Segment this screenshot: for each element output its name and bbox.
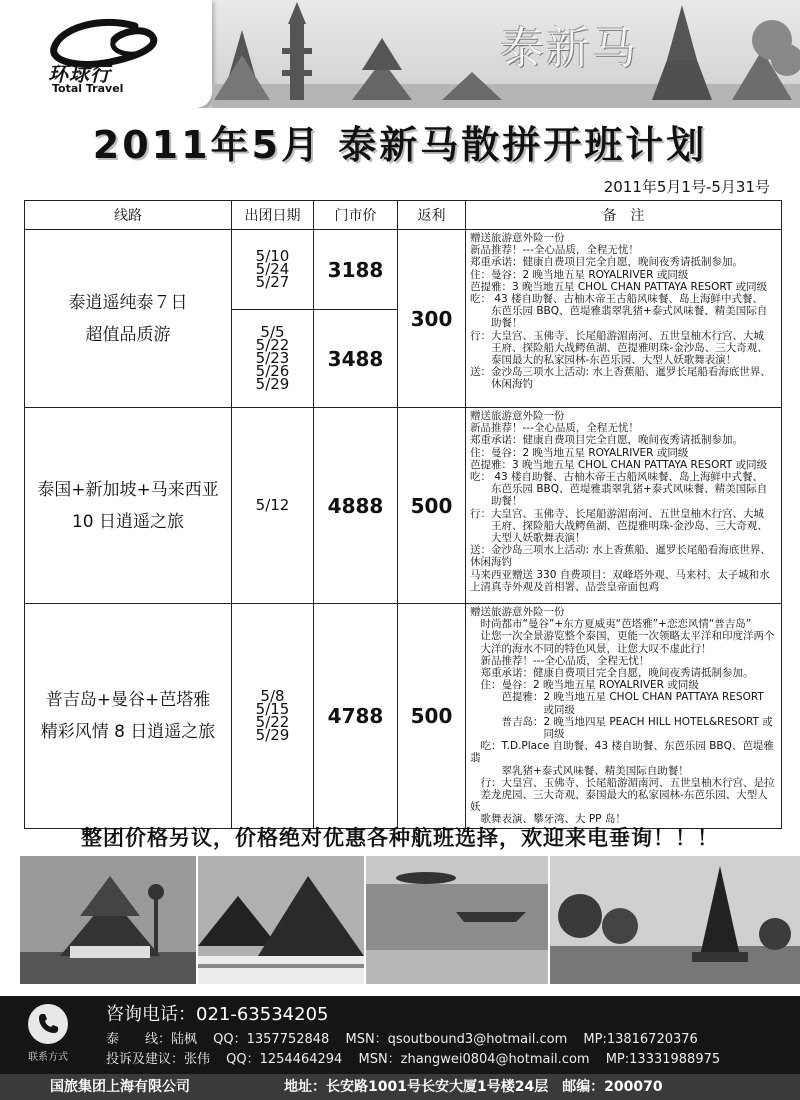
- date-item: 5/22: [255, 712, 290, 731]
- note-line: 翠乳猪+泰式风味餐、精美国际自助餐！: [470, 764, 689, 777]
- note-line: 上清真寺外观及首相署、品尝皇帝面包鸡: [470, 580, 659, 593]
- date-cell: [232, 310, 314, 408]
- logo-english-name: Total Travel: [52, 82, 124, 95]
- table-header-row: [25, 201, 782, 230]
- note-line: 赠送旅游意外险一份: [470, 606, 565, 618]
- note-line: 郑重承诺：健康自费项目完全自愿，晚间夜秀请抵制参加。: [470, 434, 743, 447]
- date-item: 5/27: [255, 273, 290, 291]
- route-cell: [25, 604, 232, 829]
- header-date: 出团日期: [232, 201, 314, 230]
- note-line: 新品推荐！---全心品质，全程无忧！: [470, 244, 639, 257]
- contact-mobile: MP:13331988975: [605, 1052, 721, 1067]
- note-line: 行：大皇宫、玉佛寺、长尾船游湄南河、五世皇柚木行宫、是拉: [470, 776, 775, 789]
- temple-photo: [20, 856, 196, 984]
- table-row: [25, 604, 782, 829]
- contact-role: 泰 线：陆枫: [106, 1032, 198, 1047]
- route-line: 泰逍遥纯泰７日: [68, 292, 188, 313]
- note-line: 王府、探险船大战鳄鱼湖、芭提雅明珠-金沙岛、三大奇观、: [470, 519, 768, 532]
- date-item: 5/24: [255, 260, 290, 278]
- notes-cell: [466, 230, 782, 408]
- note-line: 新品推荐！---全心品质，全程无忧！: [470, 422, 639, 435]
- company-name: 国旅集团上海有限公司: [50, 1079, 190, 1095]
- note-line: 行：大皇宫、玉佛寺、长尾船游湄南河、五世皇柚木行宫、大城: [470, 329, 764, 342]
- route-line: 泰国+新加坡+马来西亚: [37, 479, 219, 500]
- route-line: 10 日逍遥之旅: [71, 511, 185, 532]
- contact-label: 联系方式: [28, 1052, 68, 1063]
- note-line: 时尚都市“曼谷”+东方夏威夷“芭塔雅”+恋恋风情“普吉岛”: [470, 618, 752, 631]
- notes-cell: [466, 408, 782, 604]
- date-item: 5/29: [255, 375, 290, 393]
- note-line: 王府、探险船大战鳄鱼湖、芭提雅明珠-金沙岛、三大奇观、: [470, 341, 768, 354]
- note-line: 行：大皇宫、玉佛寺、长尾船游湄南河、五世皇柚木行宫、大城: [470, 507, 764, 520]
- table-row: [25, 408, 782, 604]
- route-line: 超值品质游: [85, 324, 171, 345]
- note-line: 普吉岛：2 晚当地四星 PEACH HILL HOTEL&RESORT 或: [470, 715, 773, 728]
- company-address: 地址：长安路1001号长安大厦1号楼24层 邮编：200070: [284, 1079, 663, 1095]
- banner-title: 泰新马: [500, 23, 638, 74]
- note-line: 芭提雅：2 晚当地五星 CHOL CHAN PATTAYA RESORT: [470, 691, 764, 704]
- date-item: 5/5: [260, 323, 285, 341]
- route-line: 精彩风情 8 日逍遥之旅: [40, 721, 216, 742]
- company-bar: [0, 1074, 800, 1100]
- note-line: 休闲海钓: [470, 378, 533, 391]
- note-line: 同级: [470, 728, 565, 741]
- schedule-table: [24, 200, 782, 829]
- note-line: 住：曼谷：2 晚当地五星 ROYALRIVER 或同级: [470, 679, 699, 692]
- note-line: 送：金沙岛三项水上活动: 水上香蕉船、暹罗长尾船看海底世界、: [470, 544, 771, 557]
- lake-temple-photo: [550, 856, 800, 984]
- note-line: 马来西亚赠送 330 自费项目：双峰塔外观、马来村、太子城和水: [470, 568, 770, 581]
- rebate-cell: 500: [398, 408, 466, 604]
- note-line: 大洋的海水不同的特色风景，让您大叹不虚此行！: [470, 642, 712, 655]
- contact-badge: [18, 1004, 78, 1063]
- date-item: 5/22: [255, 336, 290, 354]
- header-route: 线路: [25, 201, 232, 230]
- date-range: 2011年5月1号-5月31号: [603, 178, 770, 196]
- note-line: 泰国最大的私家园林-东芭乐园、大型人妖歌舞表演！: [470, 354, 737, 367]
- contact-row-complaints: [106, 1048, 732, 1067]
- note-line: 助餐！: [470, 495, 523, 508]
- logo: [0, 0, 212, 108]
- hotline: 咨询电话：021-63534205: [106, 1004, 329, 1025]
- note-line: 郑重承诺：健康自费项目完全自愿，晚间夜秀请抵制参加。: [470, 667, 754, 680]
- note-line: 或同级: [470, 703, 575, 716]
- note-line: 新品推荐！---全心品质，全程无忧！: [470, 654, 650, 667]
- note-line: 吃：T.D.Place 自助餐、43 楼自助餐、东芭乐园 BBQ、芭堤雅翡: [470, 740, 774, 765]
- rebate-cell: 500: [398, 604, 466, 829]
- price-cell: 3188: [314, 230, 398, 310]
- date-cell: [232, 230, 314, 310]
- contact-mobile: MP:13816720376: [583, 1032, 698, 1047]
- contact-qq: QQ：1254464294: [226, 1052, 343, 1067]
- page-title: 2011年5月 泰新马散拼开班计划: [92, 123, 708, 167]
- date-item: 5/29: [255, 725, 290, 744]
- notes-cell: [466, 604, 782, 829]
- note-line: 郑重承诺：健康自费项目完全自愿，晚间夜秀请抵制参加。: [470, 256, 743, 269]
- note-line: 差龙虎园、三大奇观、泰国最大的私家园林-东芭乐园、大型人妖: [470, 789, 768, 814]
- pavilion-photo: [198, 856, 364, 984]
- note-line: 东芭乐园 BBQ、芭堤雅翡翠乳猪+泰式风味餐、精美国际自: [470, 483, 768, 496]
- route-line: 普吉岛+曼谷+芭塔雅: [45, 689, 211, 710]
- footer: [0, 996, 800, 1100]
- note-line: 让您一次全景游览整个泰国，更能一次领略太平洋和印度洋两个: [470, 630, 775, 643]
- note-line: 赠送旅游意外险一份: [470, 410, 565, 422]
- price-cell: 4788: [314, 604, 398, 829]
- route-cell: [25, 408, 232, 604]
- note-line: 住：曼谷：2 晚当地五星 ROYALRIVER 或同级: [470, 446, 689, 459]
- note-line: 大型人妖歌舞表演！: [470, 532, 586, 545]
- contact-qq: QQ：1357752848: [213, 1032, 330, 1047]
- date-item: 5/26: [255, 362, 290, 380]
- note-line: 送：金沙岛三项水上活动: 水上香蕉船、暹罗长尾船看海底世界、: [470, 366, 771, 379]
- header-notes: 备 注: [466, 201, 782, 230]
- note-line: 东芭乐园 BBQ、芭堤雅翡翠乳猪+泰式风味餐、精美国际自: [470, 305, 768, 318]
- note-line: 助餐！: [470, 317, 523, 330]
- date-item: 5/10: [255, 247, 290, 265]
- note-line: 芭提雅：3 晚当地五星 CHOL CHAN PATTAYA RESORT 或同级: [470, 280, 768, 293]
- date-item: 5/8: [260, 686, 285, 705]
- contact-row-thai: [106, 1028, 710, 1047]
- slogan: 整团价格另议，价格绝对优惠各种航班选择，欢迎来电垂询！！！: [81, 826, 719, 850]
- table-row: [25, 230, 782, 310]
- note-line: 吃： 43 楼自助餐、古柚木帝王古船风味餐、岛上海鲜中式餐、: [470, 471, 764, 484]
- price-cell: 3488: [314, 310, 398, 408]
- contact-msn: MSN：qsoutbound3@hotmail.com: [345, 1032, 568, 1047]
- contact-role: 投诉及建议：张伟: [106, 1052, 211, 1067]
- note-line: 赠送旅游意外险一份: [470, 232, 565, 244]
- note-line: 休闲海钓: [470, 556, 512, 569]
- logo-chinese-name: 环球行: [48, 62, 111, 86]
- rebate-cell: 300: [398, 230, 466, 408]
- photo-strip: [20, 856, 800, 986]
- date-cell: [232, 604, 314, 829]
- date-item: 5/12: [255, 496, 290, 514]
- note-line: 住：曼谷：2 晚当地五星 ROYALRIVER 或同级: [470, 268, 689, 281]
- header-banner: [0, 0, 800, 108]
- beach-boat-photo: [366, 856, 548, 984]
- date-item: 5/23: [255, 349, 290, 367]
- phone-icon: [28, 1004, 68, 1044]
- price-cell: 4888: [314, 408, 398, 604]
- note-line: 吃： 43 楼自助餐、古柚木帝王古船风味餐、岛上海鲜中式餐、: [470, 293, 764, 306]
- date-cell: [232, 408, 314, 604]
- date-item: 5/15: [255, 699, 290, 718]
- header-price: 门市价: [314, 201, 398, 230]
- header-rebate: 返利: [398, 201, 466, 230]
- note-line: 歌舞表演、攀牙湾、大 PP 岛！: [470, 813, 626, 826]
- note-line: 芭提雅：3 晚当地五星 CHOL CHAN PATTAYA RESORT 或同级: [470, 458, 768, 471]
- route-cell: [25, 230, 232, 408]
- contact-msn: MSN：zhangwei0804@hotmail.com: [358, 1052, 590, 1067]
